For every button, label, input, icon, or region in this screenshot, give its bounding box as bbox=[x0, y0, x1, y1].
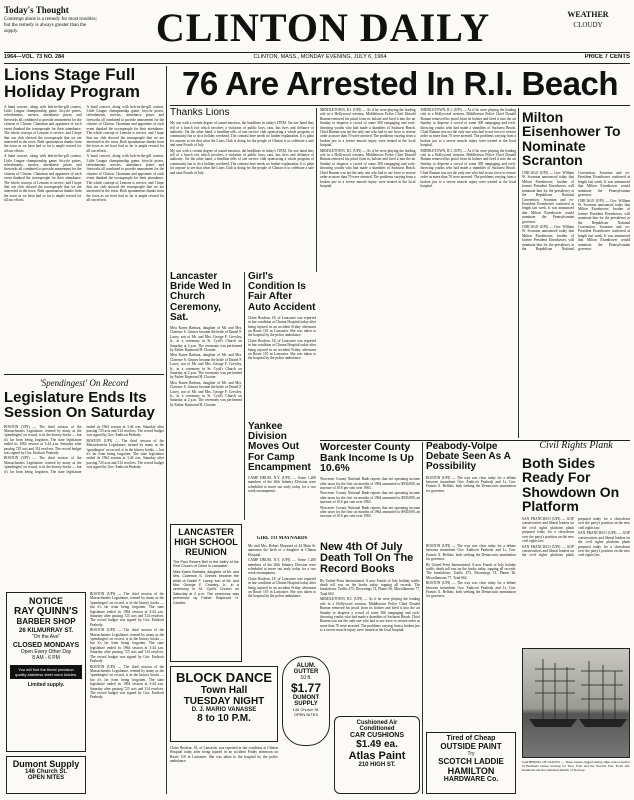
reunion-high-school: HIGH SCHOOL bbox=[174, 537, 238, 547]
atlas-conditioned: Conditioned bbox=[359, 726, 395, 732]
ray-quinn-barber: BARBER SHOP bbox=[16, 617, 76, 626]
dateline: CLINTON, MASS., MONDAY EVENING, JULY 6, 1964 bbox=[253, 54, 387, 60]
girl-headline: Girl's Condition Is Fair After Auto Accident bbox=[248, 272, 316, 313]
weather-value: CLOUDY bbox=[573, 21, 603, 29]
block-dance-night: TUESDAY NIGHT bbox=[183, 696, 265, 707]
masthead-title: CLINTON DAILY bbox=[155, 6, 491, 50]
issue-number: 1964—VOL. 73 NO. 284 bbox=[4, 54, 65, 60]
girl-article bbox=[248, 272, 316, 422]
reunion-lancaster: LANCASTER bbox=[178, 527, 234, 537]
yankee-article bbox=[248, 422, 316, 534]
atlas-name: Atlas Paint bbox=[348, 750, 406, 762]
alum-open: OPEN NITES bbox=[293, 712, 319, 717]
ray-quinn-blade: You will find the finest precision quality stainless steel razor blades. bbox=[14, 667, 78, 677]
alum-price: $1.77 bbox=[290, 681, 322, 695]
peabody-headline: Peabody-Volpe Debate Seen As A Possibility bbox=[426, 442, 511, 473]
reunion-body-2: Miss Karen Barbara, daughter of Mr. and Mrs. Clarence S. Grimes became the bride of Daniel F. Lacey, son of Mr. and Mrs. George F. Crowley, Jr., in a ceremony in St. Cyril's Church on Saturday at 2 p.m. The ceremony was performed by Father Raymond H. Cloutier. bbox=[173, 569, 239, 605]
ayr-daughter-body-2: CAMP DRUM, N.Y. (UPI) — Some 1,200 members of the 26th Infantry Division were scheduled to move out early today for a two week encampment. bbox=[248, 558, 316, 576]
hamilton-try: Try bbox=[467, 751, 475, 757]
ray-quinn-hours: 8 AM - 6 PM bbox=[32, 655, 60, 661]
hamilton-name: HAMILTON bbox=[447, 766, 495, 776]
yankee-headline: Yankee Division Moves Out For Camp Encampment bbox=[248, 422, 311, 473]
ray-quinn-box bbox=[10, 665, 82, 679]
bride-headline: Lancaster Bride Wed In Church Ceremony, Sat. bbox=[170, 272, 231, 323]
girl-body-2: Claire Brodeur, 18, of Lancaster was reported in fair condition at Clinton Hospital today after being injured in an accident Friday afternoon on Route 110 in Lancaster. She was taken to the hospital by the police ambulance. bbox=[248, 338, 316, 361]
dumont-open: OPEN NITES bbox=[27, 775, 65, 781]
reunion-body: The Paul Revere Bell in the belfry of the First Church of Christ in Lancaster bbox=[173, 560, 239, 569]
yankee-body: CAMP DRUM, N.Y. (UPI) — Some 1,200 members of the 26th Infantry Division were scheduled to move out early today for a two week encampment. bbox=[248, 475, 316, 494]
bride-body-3: Miss Karen Barbara, daughter of Mr. and Mrs. Clarence S. Grimes became the bride of Daniel F. Lacey, son of Mr. and Mrs. George F. Crowley, Jr., in a ceremony in St. Cyril's Church on Saturday at 2 p.m. The ceremony was performed by Father Raymond H. Cloutier. bbox=[170, 380, 242, 407]
block-dance-ad bbox=[170, 666, 278, 742]
reunion-reunion: REUNION bbox=[185, 547, 227, 557]
price: PRICE 7 CENTS bbox=[584, 54, 630, 60]
ships-photo bbox=[522, 648, 630, 758]
atlas-cushioned: Cushioned Air bbox=[356, 720, 398, 726]
left-bottom-body: BOSTON (UPI) — The third session of the Massachusetts Legislature, termed by many as the 'spendingest' on record, is in the history books — but it's far from being forgotten. The state legislature ended its 1964 session at 3:44 a.m. Saturday after passing 725 acts and 314 resolves. The record budget was signed by Gov. Endicott Peabody. bbox=[90, 592, 164, 627]
weather-box bbox=[546, 10, 630, 40]
atlas-address: 210 HIGH ST. bbox=[358, 762, 396, 768]
eisenhower-body: CHICAGO (UPI) — Gov. William W. Scranton announced today that Milton Eisenhower, brother of former President Eisenhower, will nominate him for the presidency at the Republican National Convention. Scranton and ex-President Eisenhower conferred at length last week. It was announced that Milton Eisenhower would nominate the Pennsylvanian governor. bbox=[522, 171, 574, 224]
eisenhower-body-3: CHICAGO (UPI) — Gov. William W. Scranton announced today that Milton Eisenhower, brother of former President Eisenhower, will nominate him for the presidency at the Republican National Convention. Scranton and ex-President Eisenhower conferred at length last week. It was announced that Milton Eisenhower would nominate the Pennsylvanian governor. bbox=[578, 198, 630, 251]
hamilton-tired: Tired of Cheap bbox=[446, 735, 496, 742]
civil-rights-body-2: SAN FRANCISCO (UPI) — GOP conservatives and liberal leaders on the civil rights platform plank prepared today for a showdown over the party's position on the new civil rights law. bbox=[522, 517, 630, 558]
dumont-address: 146 Church St. bbox=[24, 769, 67, 775]
main-headline: 76 Are Arrested In R.I. Beach bbox=[181, 65, 619, 102]
block-dance-time: 8 to 10 P.M. bbox=[197, 713, 251, 724]
left-bottom-body-3: BOSTON (UPI) — The third session of the Massachusetts Legislature, termed by many as the 'spendingest' on record, is in the history books — but it's far from being forgotten. The state legislature ended its 1964 session at 3:44 a.m. Saturday after passing 725 acts and 314 resolves. The record budget was signed by Gov. Endicott Peabody. bbox=[90, 664, 164, 700]
lancaster-reunion-box bbox=[170, 524, 242, 662]
bride-body: Miss Karen Barbara, daughter of Mr. and Mrs. Clarence S. Grimes became the bride of Daniel F. Lacey, son of Mr. and Mrs. George F. Crowley, Jr., in a ceremony in St. Cyril's Church on Saturday at 2 p.m. The ceremony was performed by Father Raymond H. Cloutier. bbox=[170, 325, 242, 352]
ray-quinn-ave: "On the Ave" bbox=[31, 634, 61, 640]
ray-quinn-name: RAY QUINN'S bbox=[13, 606, 79, 617]
dumont-name: Dumont Supply bbox=[12, 759, 80, 769]
lions-body: A band concert, along with bob-in-the-gill contest, Little League championship game, bicycle prizes, refreshments, movies, attendance prizes and fireworks all combined to provide amusement for the citizens of Clinton. Chairman and appointee of each event thanked the townspeople for their attendance. The whole concept of Lemons is service, and I hope that our club showed the townspeople that we are interested in the town. Both spontaneous thanks from the town as we have had so far is ample reward for all our efforts. bbox=[4, 104, 82, 153]
atlas-cushions: CAR CUSHIONS bbox=[349, 732, 405, 739]
july4-body-2: MIDDLETOWN, R.I. (UPI) — As if he were playing the leading role in a Hollywood western, Middletown Police Chief Donald Ruman removed his pistol from its holster and fired it into the air Sunday to disperse a crowd of some 300 rampaging and rock-throwing youths who had made a shambles of Sachuest Beach. Chief Ruman was not the only one who had to use force to restore order as more than 70 were arrested. The problems varying from a broken jaw to a severe muscle injury were treated at the local hospital. bbox=[320, 597, 420, 633]
thought-text: Contempt alone is a remedy for most troubles; but the remedy is always greater than the supply. bbox=[4, 17, 97, 35]
center-body-2: By United Press International. A new Fourth of July holiday traffic death toll was on the books today, topping all records. The breakdown: Traffic 475, Drownings 74, Planes 36, Miscellaneous 77, Total 662. bbox=[426, 562, 516, 580]
eisenhower-headline: Milton Eisenhower To Nominate Scranton bbox=[522, 110, 621, 168]
lions-body-3: A band concert, along with bob-in-the-gill contest, Little League championship game, bicycle prizes, refreshments, movies, attendance prizes and fireworks all combined to provide amusement for the citizens of Clinton. Chairman and appointee of each event thanked the townspeople for their attendance. The whole concept of Lemons is service, and I hope that our club showed the townspeople that we are interested in the town. Both spontaneous thanks from the town as we have had so far is ample reward for all our efforts. bbox=[86, 104, 164, 153]
alum-dumont: DUMONT bbox=[292, 695, 320, 701]
lions-headline: Lions Stage Full Holiday Program bbox=[4, 66, 141, 102]
legislature-kicker: 'Spendingest' On Record bbox=[39, 378, 129, 388]
civil-rights-kicker: Civil Rights Plank bbox=[539, 440, 613, 451]
worcester-body-2: Worcester County National Bank reports that net operating income after taxes for the first six months of 1964 amounted to $930,000, an increase of 10.6 per cent over 1963. bbox=[320, 491, 420, 505]
worcester-body-3: Worcester County National Bank reports that net operating income after taxes for the first six months of 1964 amounted to $930,000, an increase of 10.6 per cent over 1963. bbox=[320, 505, 420, 519]
july4-body: By United Press International. A new Fourth of July holiday traffic death toll was on the books today, topping all records. The breakdown: Traffic 475, Drownings 74, Planes 36, Miscellaneous 77, Total 662. bbox=[320, 578, 420, 596]
worcester-body: Worcester County National Bank reports that net operating income after taxes for the first six months of 1964 amounted to $930,000, an increase of 10.6 per cent over 1963. bbox=[320, 477, 420, 490]
block-dance-dj: D. J. MARIO VANASSE bbox=[191, 707, 257, 713]
beach-riot-body-2: MIDDLETOWN, R.I. (UPI) — As if he were playing the leading role in a Hollywood western, Middletown Police Chief Donald Ruman removed his pistol from its holster and fired it into the air Sunday to disperse a crowd of some 300 rampaging and rock-throwing youths who had made a shambles of Sachuest Beach. Chief Ruman was not the only one who had to use force to restore order as more than 70 were arrested. The problems varying from a broken jaw to a severe muscle injury were treated at the local hospital. bbox=[320, 148, 416, 188]
bride-body-2: Miss Karen Barbara, daughter of Mr. and Mrs. Clarence S. Grimes became the bride of Daniel F. Lacey, son of Mr. and Mrs. George F. Crowley, Jr., in a ceremony in St. Cyril's Church on Saturday at 2 p.m. The ceremony was performed by Father Raymond H. Cloutier. bbox=[170, 353, 242, 380]
lions-body-2: A band concert, along with bob-in-the-gill contest, Little League championship game, bicycle prizes, refreshments, movies, attendance prizes and fireworks all combined to provide amusement for the citizens of Clinton. Chairman and appointee of each event thanked the townspeople for their attendance. The whole concept of Lemons is service, and I hope that our club showed the townspeople that we are interested in the town. Both spontaneous thanks from the town as we have had so far is ample reward for all our efforts. bbox=[4, 154, 82, 203]
center-body: BOSTON (UPI) — The way was clear today for a debate between incumbent Gov. Endicott Peabody and Lt. Gov. Francis X. Bellotti, both seeking the Democratic nomination for governor. bbox=[426, 544, 516, 562]
eisenhower-article bbox=[522, 110, 630, 440]
bride-article bbox=[170, 272, 242, 522]
ayr-daughter-body-3: Claire Brodeur, 18, of Lancaster was reported in fair condition at Clinton Hospital today after being injured in an accident Friday afternoon on Route 110 in Lancaster. She was taken to the hospital by the police ambulance. bbox=[248, 576, 316, 599]
eisenhower-body-2: CHICAGO (UPI) — Gov. William W. Scranton announced today that Milton Eisenhower, brother of former President Eisenhower, will nominate him for the presidency at the Republican National Convention. Scranton and ex-President Eisenhower conferred at length last week. It was announced that Milton Eisenhower would nominate the Pennsylvanian governor. bbox=[522, 171, 630, 251]
hamilton-scotch: SCOTCH LADDIE bbox=[438, 757, 504, 766]
lions-body-4: A band concert, along with bob-in-the-gill contest, Little League championship game, bicycle prizes, refreshments, movies, attendance prizes and fireworks all combined to provide amusement for the citizens of Clinton. Chairman and appointee of each event thanked the townspeople for their attendance. The whole concept of Lemons is service, and I hope that our club showed the townspeople that we are interested in the town. Both spontaneous thanks from the town as we have had so far is ample reward for all our efforts. bbox=[86, 154, 164, 203]
left-bottom-body-2: BOSTON (UPI) — The third session of the Massachusetts Legislature, termed by many as the 'spendingest' on record, is in the history books — but it's far from being forgotten. The state legislature ended its 1964 session at 3:44 a.m. Saturday after passing 725 acts and 314 resolves. The record budget was signed by Gov. Endicott Peabody. bbox=[90, 628, 164, 664]
legislature-body-2: BOSTON (UPI) — The third session of the Massachusetts Legislature, termed by many as the 'spendingest' on record, is in the history books — but it's far from being forgotten. The state legislature ended its 1964 session at 3:44 a.m. Saturday after passing 725 acts and 314 resolves. The record budget was signed by Gov. Endicott Peabody. bbox=[4, 424, 164, 474]
ayr-daughter-note bbox=[248, 536, 316, 652]
alum-gutter: GUTTER bbox=[293, 669, 319, 675]
thanks-headline: Thanks Lions bbox=[170, 108, 230, 118]
ships-caption-text: GATHERING OF GIANTS — Three square-rigged sailing ships ride at anchor in Bermuda before leaving for New York and the World's Fair. From left, Danmark and the Christian Radich of Norway. bbox=[522, 760, 630, 773]
beach-riot-body-3: MIDDLETOWN, R.I. (UPI) — As if he were playing the leading role in a Hollywood western, Middletown Police Chief Donald Ruman removed his pistol from its holster and fired it into the air Sunday to disperse a crowd of some 300 rampaging and rock-throwing youths who had made a shambles of Sachuest Beach. Chief Ruman was not the only one who had to use force to restore order as more than 70 were arrested. The problems varying from a broken jaw to a severe muscle injury were treated at the local hospital. bbox=[420, 108, 516, 148]
beach-riot-body: MIDDLETOWN, R.I. (UPI) — As if he were playing the leading role in a Hollywood western, Middletown Police Chief Donald Ruman removed his pistol from its holster and fired it into the air Sunday to disperse a crowd of some 300 rampaging and rock-throwing youths who had made a shambles of Sachuest Beach. Chief Ruman was not the only one who had to use force to restore order as more than 70 were arrested. The problems varying from a broken jaw to a severe muscle injury were treated at the local hospital. bbox=[320, 108, 416, 148]
peabody-article bbox=[426, 442, 516, 542]
ships-photo-image bbox=[523, 649, 629, 757]
dumont-ad bbox=[6, 756, 86, 794]
center-body-3: BOSTON (UPI) — The way was clear today for a debate between incumbent Gov. Endicott Peabody and Lt. Gov. Francis X. Bellotti, both seeking the Democratic nomination for governor. bbox=[426, 581, 516, 599]
july4-headline: New 4th Of July Death Toll On The Record Books bbox=[320, 542, 414, 576]
alum-supply: SUPPLY bbox=[294, 701, 318, 707]
ray-quinn-notice: NOTICE bbox=[28, 596, 63, 606]
ray-quinn-address: 26 KILMURRAY ST. bbox=[18, 628, 73, 634]
civil-rights-content bbox=[522, 456, 630, 646]
ayr-daughter-headline: GIRL TO MAYNARDS bbox=[256, 536, 308, 541]
block-dance-place: Town Hall bbox=[200, 685, 248, 696]
ray-quinn-ad bbox=[6, 592, 86, 752]
civil-rights-body: SAN FRANCISCO (UPI) — GOP conservatives and liberal leaders on the civil rights platform plank prepared today for a showdown over the party's position on the new civil rights law. bbox=[522, 517, 574, 544]
left-bottom-column bbox=[90, 592, 164, 794]
todays-thought bbox=[4, 6, 100, 48]
weather-label: WEATHER bbox=[567, 10, 609, 19]
alum-label: ALUM. bbox=[296, 663, 316, 669]
ray-quinn-open: Open Every Other Day bbox=[20, 649, 72, 655]
lower-middle-body: Claire Brodeur, 18, of Lancaster was reported in fair condition at Clinton Hospital today after being injured in an accident Friday afternoon on Route 110 in Lancaster. She was taken to the hospital by the police ambulance. bbox=[170, 746, 278, 764]
beach-riot-body-4: MIDDLETOWN, R.I. (UPI) — As if he were playing the leading role in a Hollywood western, Middletown Police Chief Donald Ruman removed his pistol from its holster and fired it into the air Sunday to disperse a crowd of some 300 rampaging and rock-throwing youths who had made a shambles of Sachuest Beach. Chief Ruman was not the only one who had to use force to restore order as more than 70 were arrested. The problems varying from a broken jaw to a severe muscle injury were treated at the local hospital. bbox=[420, 148, 516, 188]
ray-quinn-limited: Limited supply. bbox=[27, 682, 65, 688]
girl-body: Claire Brodeur, 18, of Lancaster was reported in fair condition at Clinton Hospital today after being injured in an accident Friday afternoon on Route 110 in Lancaster. She was taken to the hospital by the police ambulance. bbox=[248, 315, 316, 338]
ships-caption bbox=[522, 760, 630, 796]
legislature-body-3: BOSTON (UPI) — The third session of the Massachusetts Legislature, termed by many as the 'spendingest' on record, is in the history books — but it's far from being forgotten. The state legislature ended its 1964 session at 3:44 a.m. Saturday after passing 725 acts and 314 resolves. The record budget was signed by Gov. Endicott Peabody. bbox=[86, 438, 164, 470]
civil-rights-headline: Both Sides Ready For Showdown On Platform bbox=[522, 456, 620, 514]
alum-address: 146 Church St. bbox=[292, 707, 320, 712]
worcester-headline: Worcester County Bank Income Is Up 10.6% bbox=[320, 442, 414, 475]
thanks-body-2: My son with a certain degree of sound emotion, the headlines in today's ITEM. On one hand they tell of a beach riot which involves a violation of public laws, rain, bus fires and defiance of authority. On the other hand, a headline tells of one service club sponsoring a whole program of community fun to do a holiday weekend. The contrast here needs no further explanation. It is plain for anyone to see that what the Lions Club is doing for the people of Clinton is to celebrate a safe and sane Fourth of July. bbox=[170, 148, 314, 175]
hamilton-hardware-ad bbox=[426, 732, 516, 794]
hamilton-outside: OUTSIDE PAINT bbox=[440, 742, 502, 751]
ray-quinn-closed: CLOSED MONDAYS bbox=[12, 642, 80, 649]
atlas-paint-ad bbox=[334, 716, 420, 794]
alum-length: 10 ft. bbox=[300, 675, 312, 681]
hamilton-hardware: HARDWARE Co. bbox=[443, 776, 499, 783]
lower-middle-column bbox=[170, 746, 278, 794]
thanks-body: My son with a certain degree of sound emotion, the headlines in today's ITEM. On one hand they tell of a beach riot which involves a violation of public laws, rain, bus fires and defiance of authority. On the other hand, a headline tells of one service club sponsoring a whole program of community fun to do a holiday weekend. The contrast here needs no further explanation. It is plain for anyone to see that what the Lions Club is doing for the people of Clinton is to celebrate a safe and sane Fourth of July. bbox=[170, 121, 314, 148]
ayr-daughter-body: Mr. and Mrs. Robert Maynard of 44 Main St. announce the birth of a daughter at Clinton Hospital. bbox=[248, 544, 316, 557]
civil-rights-body-3: SAN FRANCISCO (UPI) — GOP conservatives and liberal leaders on the civil rights platform plank prepared today for a showdown over the party's position on the new civil rights law. bbox=[578, 531, 630, 558]
legislature-body: BOSTON (UPI) — The third session of the Massachusetts Legislature, termed by many as the 'spendingest' on record, is in the history books — but it's far from being forgotten. The state legislature ended its 1964 session at 3:44 a.m. Saturday after passing 725 acts and 314 resolves. The record budget was signed by Gov. Endicott Peabody. bbox=[4, 424, 82, 456]
legislature-article bbox=[4, 378, 164, 590]
peabody-body: BOSTON (UPI) — The way was clear today for a debate between incumbent Gov. Endicott Peabody and Lt. Gov. Francis X. Bellotti, both seeking the Democratic nomination for governor. bbox=[426, 475, 516, 493]
legislature-headline: Legislature Ends Its Session On Saturday bbox=[4, 389, 155, 422]
block-dance-title: BLOCK DANCE bbox=[175, 670, 273, 685]
center-column bbox=[426, 544, 516, 744]
atlas-price: $1.49 ea. bbox=[356, 739, 398, 750]
thought-heading: Today's Thought bbox=[4, 6, 69, 15]
lions-article bbox=[4, 66, 164, 372]
beach-riot-article bbox=[320, 108, 516, 438]
